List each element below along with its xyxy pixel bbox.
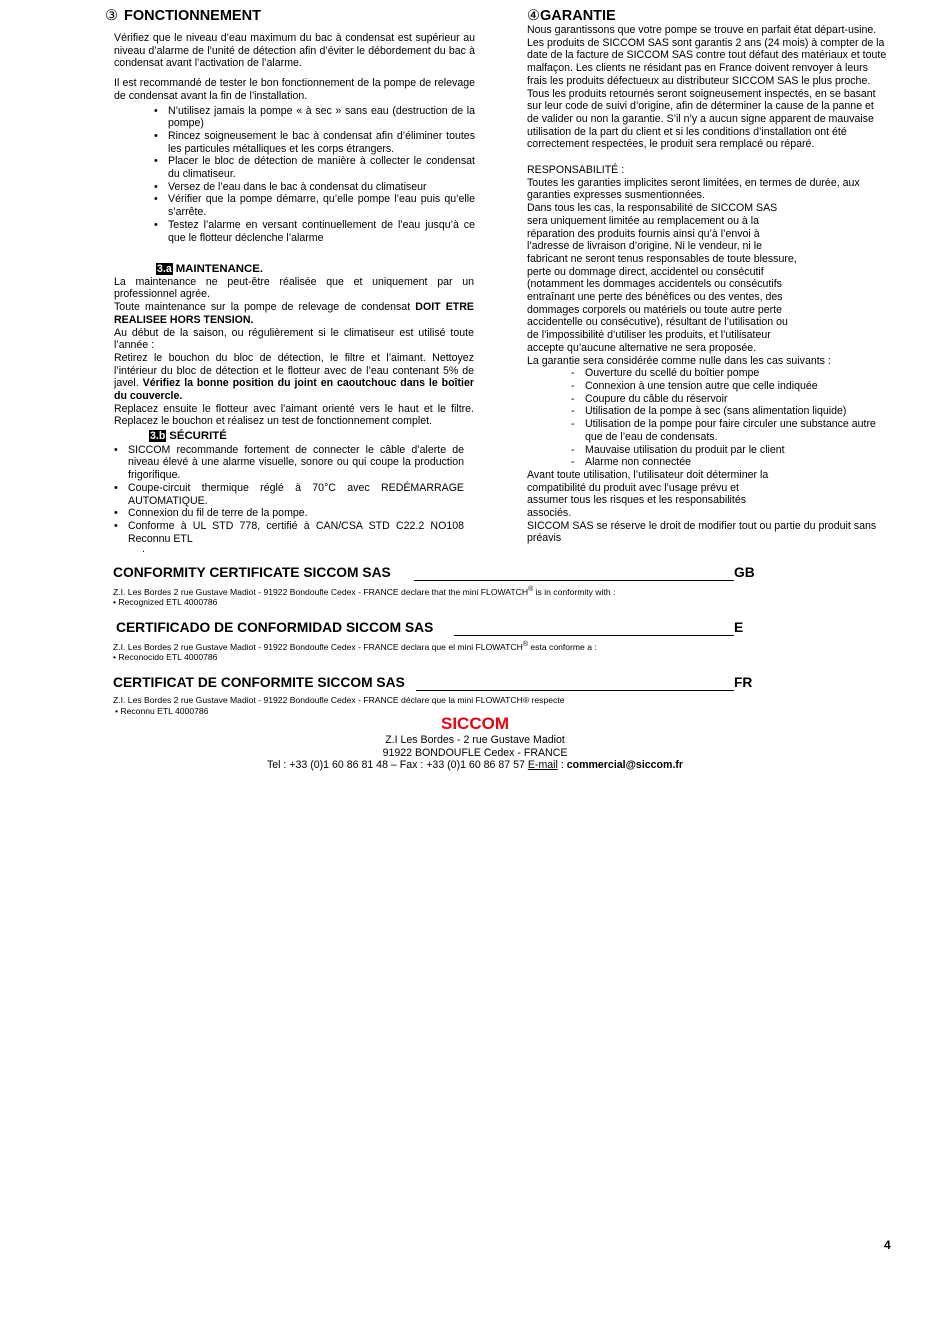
list-item: • Conforme à UL STD 778, certifié à CAN/CSA STD C22.2 NO108 Reconnu ETL <box>114 520 464 545</box>
certificate-gb <box>113 565 763 610</box>
garantie-heading <box>527 8 887 24</box>
list-item: - Utilisation de la pompe pour faire circuler une substance autre que de l’eau de condensats. <box>571 418 887 443</box>
list-item: • Testez l’alarme en versant continuellement de l’eau jusqu’à ce que le flotteur déclenche l’alarme <box>154 219 475 244</box>
list-item: • Coupe-circuit thermique réglé à 70°C avec REDÉMARRAGE AUTOMATIQUE. <box>114 482 464 507</box>
section-number-3: ③ <box>105 8 118 24</box>
securite-heading <box>114 430 464 443</box>
list-item: • Connexion du fil de terre de la pompe. <box>114 507 464 520</box>
company-footer <box>250 714 700 772</box>
certificate-lang: FR <box>734 675 753 690</box>
securite-list <box>114 444 464 546</box>
fonctionnement-test-note: Il est recommandé de tester le bon fonctionnement de la pompe de relevage de condensat avant la fin de l’installation. <box>114 77 475 102</box>
garantie-intro: Nous garantissons que votre pompe se trouve en parfait état départ-usine. Les produits de SICCOM SAS sont garantis 2 ans (24 mois) à compter de la date de la facture de SICCOM SAS contre tout défaut des matériaux et toute malfaçon. Les clients ne résidant pas en France doivent renvoyer à leurs frais les produits défectueux au distributeur SICCOM SAS le plus proche. Tous les produits retournés seront soigneusement inspectés, en se basant sur leur code de suivi d’origine, afin de déterminer la cause de la panne et de valider ou non la garantie. S’il n’y a aucun signe apparent de mauvaise utilisation de la part du client et si les conditions d’installation ont été correctement respectées, le produit sera remplacé ou réparé. <box>527 24 887 151</box>
certificate-title: CERTIFICADO DE CONFORMIDAD SICCOM SAS <box>116 620 434 635</box>
fonctionnement-title: FONCTIONNEMENT <box>124 8 261 24</box>
maintenance-professional: La maintenance ne peut-être réalisée que et uniquement par un professionnel agrée. <box>114 275 474 301</box>
garantie-user-responsibility: Avant toute utilisation, l’utilisateur doit déterminer la compatibilité du produit avec l’usage prévu et assumer tous les risques et les responsabilités associés. <box>527 468 769 520</box>
garantie-void-intro: La garantie sera considérée comme nulle dans les cas suivants : <box>527 354 831 367</box>
maintenance-cleaning: Retirez le bouchon du bloc de détection, le filtre et l’aimant. Nettoyez l’intérieur du bloc de détection et le flotteur avec de l’eau contenant 5% de javel. Vérifiez la bonne position du joint en caoutchouc dans le boîtier du couvercle. <box>114 351 474 403</box>
garantie-void-cases <box>571 367 887 469</box>
certificate-lang: E <box>734 620 744 635</box>
footer-address-2: 91922 BONDOUFLE Cedex - FRANCE <box>382 746 568 759</box>
list-item: • Vérifier que la pompe démarre, qu’elle pompe l’eau puis qu’elle s’arrête. <box>154 193 475 218</box>
fonctionnement-intro: Vérifiez que le niveau d’eau maximum du bac à condensat est supérieur au niveau d’alarme de l’unité de détection afin d’éviter le débordement du bac à condensat avant l’activation de l’alarme. <box>114 32 475 70</box>
securite-title: SÉCURITÉ <box>169 430 227 442</box>
responsabilite-limits: Toutes les garanties implicites seront limitées, en termes de durée, aux garanties expresses susmentionnées. <box>527 176 860 202</box>
email-label: E-mail <box>527 759 558 772</box>
securite-tag: 3.b <box>150 430 166 442</box>
maintenance-power-off: Toute maintenance sur la pompe de relevage de condensat DOIT ETRE REALISEE HORS TENSION. <box>114 301 474 326</box>
footer-contact: Tel : +33 (0)1 60 86 81 48 – Fax : +33 (0)1 60 86 87 57 E-mail : commercial@siccom.fr <box>266 759 684 772</box>
maintenance-reassembly: Replacez ensuite le flotteur avec l’aimant orienté vers le haut et le filtre. Replacez le bouchon et réalisez un test de fonctionnement complet. <box>114 402 474 428</box>
certificate-etl: • Reconocido ETL 4000786 <box>113 652 218 663</box>
securite-section <box>114 430 464 556</box>
maintenance-title: MAINTENANCE. <box>175 263 264 275</box>
certificate-title: CONFORMITY CERTIFICATE SICCOM SAS <box>113 565 391 580</box>
certificate-rule <box>416 690 734 691</box>
certificate-title: CERTIFICAT DE CONFORMITE SICCOM SAS <box>113 675 405 690</box>
email-link[interactable]: commercial@siccom.fr <box>566 759 684 772</box>
certificate-rule <box>454 635 734 636</box>
section-number-4: ④ <box>527 8 540 24</box>
fonctionnement-section <box>105 8 475 244</box>
list-item: - Connexion à une tension autre que celle indiquée <box>571 380 887 393</box>
maintenance-heading <box>114 263 474 276</box>
maintenance-tag: 3.a <box>157 263 172 275</box>
certificate-etl: • Recognized ETL 4000786 <box>113 597 218 608</box>
list-item: - Coupure du câble du réservoir <box>571 393 887 406</box>
maintenance-section <box>114 263 474 428</box>
securite-trailing-dot: . <box>142 543 145 556</box>
certificate-declaration: Z.I. Les Bordes 2 rue Gustave Madiot - 91922 Bondoufle Cedex - FRANCE déclare que la mini FLOWATCH® respecte <box>113 695 565 705</box>
list-item: • N’utilisez jamais la pompe « à sec » sans eau (destruction de la pompe) <box>154 105 475 130</box>
certificate-declaration: Z.I. Les Bordes 2 rue Gustave Madiot - 91922 Bondoufle Cedex - FRANCE declara que el mini FLOWATCH® esta conforme a : <box>113 641 597 652</box>
list-item: • Versez de l’eau dans le bac à condensat du climatiseur <box>154 181 475 194</box>
certificate-lang: GB <box>734 565 755 580</box>
certificate-declaration: Z.I. Les Bordes 2 rue Gustave Madiot - 91922 Bondoufle Cedex - FRANCE declare that the mini FLOWATCH® is in conformity with : <box>113 586 616 597</box>
list-item: • Placer le bloc de détection de manière à collecter le condensat du climatiseur. <box>154 155 475 180</box>
maintenance-season: Au début de la saison, ou régulièrement si le climatiseur est utilisé toute l’année : <box>114 326 474 352</box>
list-item: - Alarme non connectée <box>571 456 887 469</box>
fonctionnement-heading <box>105 8 475 24</box>
certificate-etl: • Reconnu ETL 4000786 <box>115 705 209 716</box>
list-item: • Rincez soigneusement le bac à condensat afin d’éliminer toutes les particules métalliques et les corps étrangers. <box>154 130 475 155</box>
responsabilite-title: RESPONSABILITÉ : <box>527 164 625 177</box>
list-item: - Mauvaise utilisation du produit par le client <box>571 444 887 457</box>
list-item: - Ouverture du scellé du boîtier pompe <box>571 367 887 380</box>
responsabilite-scope: Dans tous les cas, la responsabilité de SICCOM SAS sera uniquement limitée au remplacement ou à la réparation des produits fournis ainsi qu’à l’envoi à l’adresse de livraison d’origine. Ni le vendeur, ni le fabricant ne seront tenus responsables de toute blessure, perte ou dommage direct, accidentel ou consécutif (notamment les dommages accidentels ou consécutifs entraînant une perte des bénéfices ou des ventes, des dommages corporels ou matériels ou toute autre perte accidentelle ou consécutive), résultant de l’utilisation ou de l’impossibilité d’utiliser les produits, et l’utilisateur accepte qu’aucune alternative ne sera proposée. <box>527 202 797 354</box>
certificate-e <box>113 620 763 665</box>
garantie-title: GARANTIE <box>540 8 616 24</box>
certificate-rule <box>414 580 734 581</box>
garantie-section <box>527 8 887 545</box>
garantie-modification-right: SICCOM SAS se réserve le droit de modifier tout ou partie du produit sans préavis <box>527 519 877 545</box>
footer-address-1: Z.I Les Bordes - 2 rue Gustave Madiot <box>385 734 565 746</box>
fonctionnement-steps <box>154 105 475 245</box>
list-item: - Utilisation de la pompe à sec (sans alimentation liquide) <box>571 405 887 418</box>
list-item: • SICCOM recommande fortement de connecter le câble d’alerte de niveau élevé à une alarme visuelle, sonore ou qui coupe la production frigorifique. <box>114 444 464 482</box>
page-number: 4 <box>884 1238 891 1252</box>
siccom-logo: SICCOM <box>441 714 509 733</box>
